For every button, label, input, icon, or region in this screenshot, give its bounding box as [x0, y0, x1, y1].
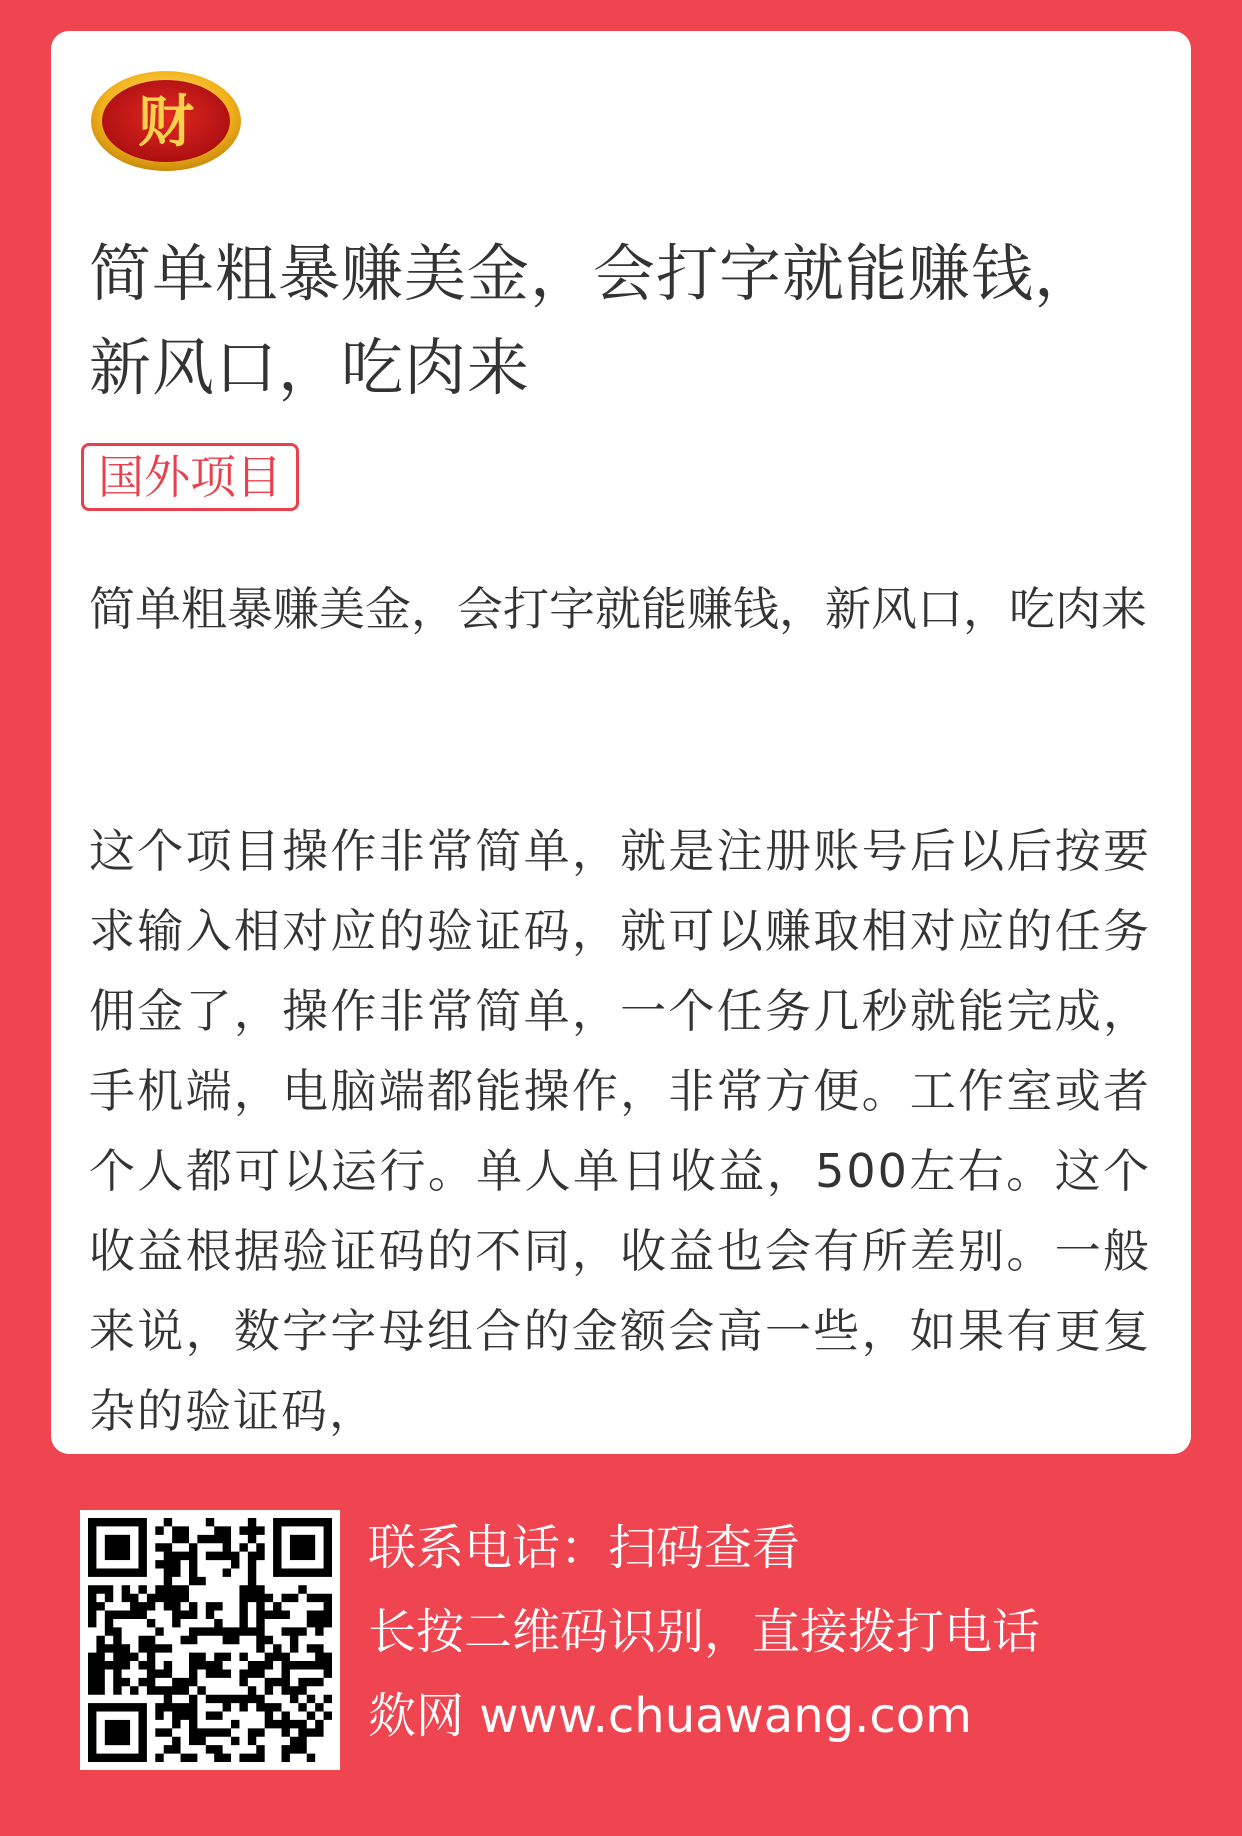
- category-tag[interactable]: 国外项目: [81, 443, 299, 511]
- article-body: 这个项目操作非常简单，就是注册账号后以后按要求输入相对应的验证码，就可以赚取相对应的任务佣金了，操作非常简单，一个任务几秒就能完成，手机端，电脑端都能操作，非常方便。工作室或者个人都可以运行。单人单日收益，500左右。这个收益根据验证码的不同，收益也会有所差别。一般来说，数字字母组合的金额会高一些，如果有更复杂的验证码，: [89, 824, 1151, 1438]
- article-title: 简单粗暴赚美金，会打字就能赚钱，新风口，吃肉来: [89, 237, 1098, 404]
- scan-instruction-text: 长按二维码识别，直接拨打电话: [368, 1604, 1041, 1660]
- site-link[interactable]: 欻网 www.chuawang.com: [368, 1688, 972, 1744]
- contact-info: [368, 1506, 1208, 1758]
- cai-logo-icon: [89, 69, 243, 173]
- article-summary: 简单粗暴赚美金，会打字就能赚钱，新风口，吃肉来: [89, 582, 1147, 636]
- contact-footer: [0, 1454, 1242, 1836]
- contact-phone-text: 联系电话：扫码查看: [368, 1520, 801, 1576]
- logo-char: 财: [138, 89, 194, 155]
- article-card: [51, 31, 1191, 1454]
- qr-code-icon[interactable]: [80, 1510, 340, 1770]
